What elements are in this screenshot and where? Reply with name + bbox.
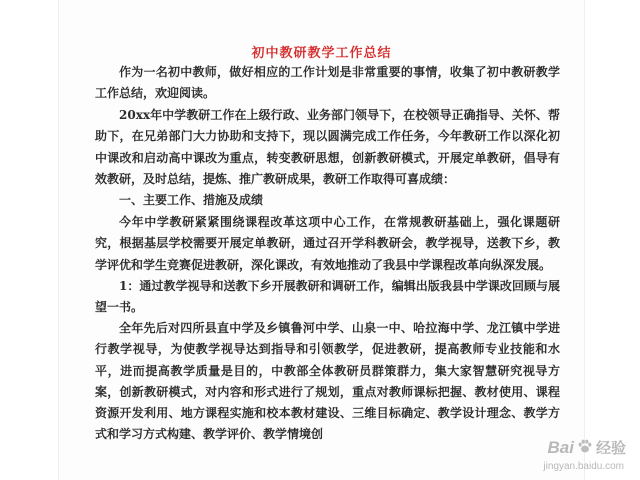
document-title: 初中教研教学工作总结 bbox=[251, 46, 392, 61]
document-page bbox=[58, 0, 585, 480]
section-heading: 一、主要工作、措施及成绩 bbox=[119, 193, 264, 207]
baidu-logo-text: Bai bbox=[547, 437, 574, 457]
paw-icon bbox=[577, 438, 593, 458]
jingyan-brand-text: 经验 bbox=[595, 440, 626, 457]
paragraph-item-1: 1：通过教学视导和送教下乡开展教研和调研工作，编辑出版我县中学课改回顾与展望一书。 bbox=[95, 279, 560, 315]
paragraph-overview: 20xx年中学教研工作在上级行政、业务部门领导下，在校领导正确指导、关怀、帮助下，在兄弟部门大力协助和支持下，现以圆满完成工作任务，今年教研工作以深化初中课改和启动高中课改为重点，转变教研思想，创新教研模式，开展定单教研，倡导有效教研，及时总结，提炼、推广教研成果，教研工作取得可喜成绩： bbox=[95, 108, 560, 186]
watermark-url: jingyan.baidu.com bbox=[543, 461, 624, 472]
paragraph-details: 全年先后对四所县直中学及乡镇鲁河中学、山泉一中、哈拉海中学、龙江镇中学进行教学视导，为使教学视导达到指导和引领教学，促进教研，提高教师专业技能和水平，进而提高教学质量是目的，中教部全体教研员群策群力，集大家智慧研究视导方案，创新教研模式，对内容和形式进行了规划，重点对教师课标把握、教材使用、课程资源开发利用、地方课程实施和校本教材建设、三维目标确定、教学设计理念、教学方式和学习方式构建、教学评价、教学情境创 bbox=[95, 321, 560, 442]
paragraph-main-work: 今年中学教研紧紧围绕课程改革这项中心工作，在常规教研基础上，强化课题研究，根据基层学校需要开展定单教研，通过召开学科教研会，教学视导，送教下乡，教学评优和学生竞赛促进教研，深化课改，有效地推动了我县中学课程改革向纵深发展。 bbox=[95, 215, 560, 272]
baidu-jingyan-watermark bbox=[548, 437, 626, 458]
paragraph-intro: 作为一名初中教师，做好相应的工作计划是非常重要的事情，收集了初中教研教学工作总结，欢迎阅读。 bbox=[95, 65, 560, 101]
